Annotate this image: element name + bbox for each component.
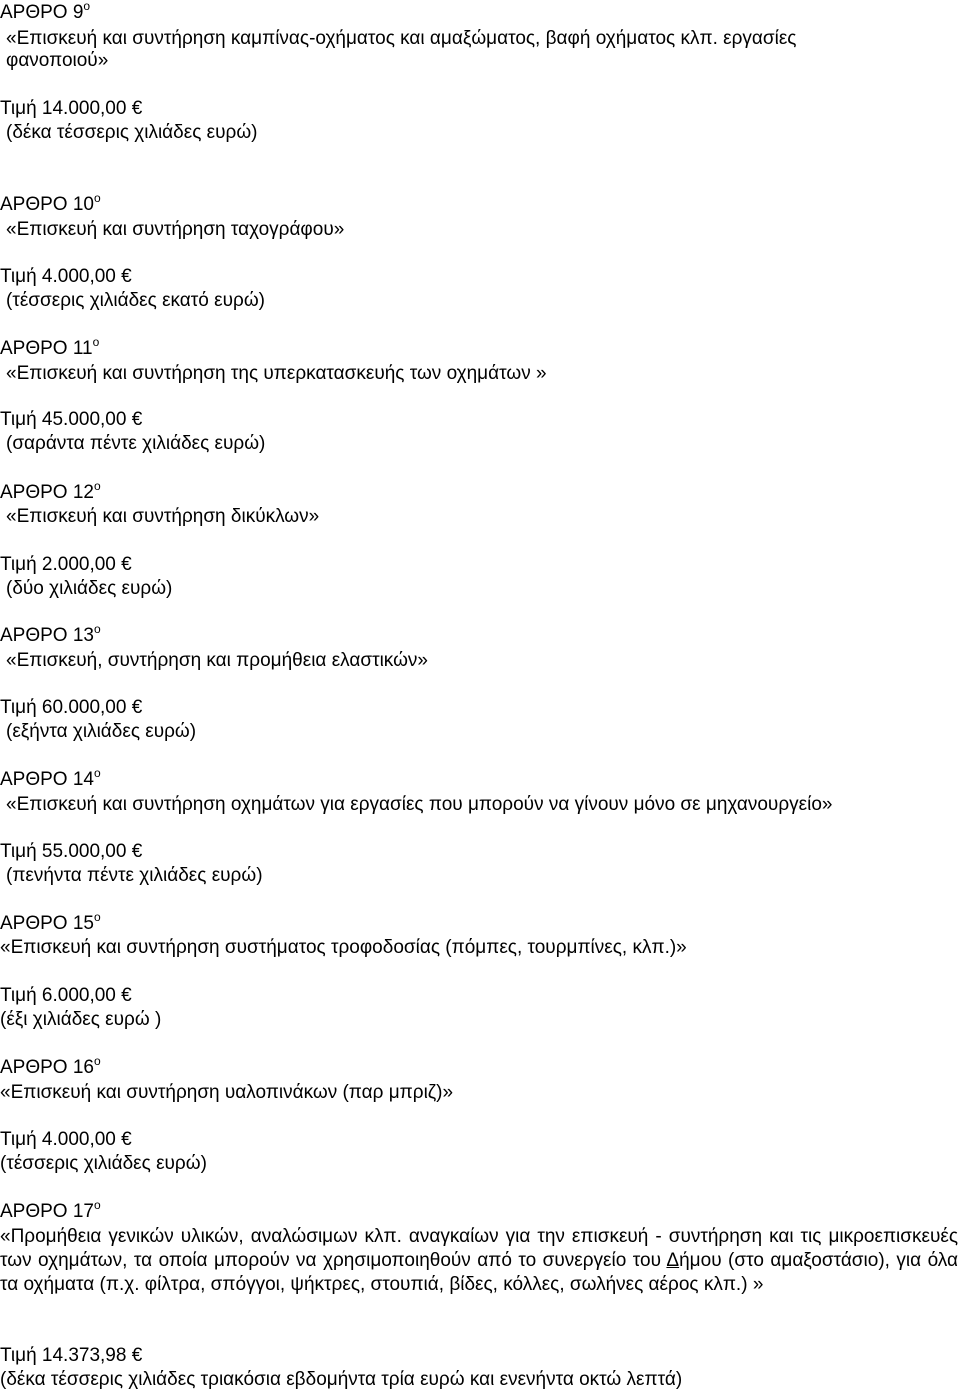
article-9-price: Τιμή 14.000,00 € (0, 98, 143, 119)
article-15-price-words: (έξι χιλιάδες ευρώ ) (0, 1009, 162, 1030)
article-9-title-line-2: φανοποιού» (6, 50, 109, 71)
article-15-price: Τιμή 6.000,00 € (0, 985, 132, 1006)
article-14-heading: ΑΡΘΡΟ $14^o$ (0, 766, 101, 790)
article-14-price: Τιμή 55.000,00 € (0, 841, 143, 862)
article-17-heading: ΑΡΘΡΟ $17^o$ (0, 1198, 101, 1222)
article-15-heading: ΑΡΘΡΟ $15^o$ (0, 910, 101, 934)
article-16-title: «Επισκευή και συντήρηση υαλοπινάκων (παρ μπριζ)» (0, 1082, 454, 1103)
article-12-price: Τιμή 2.000,00 € (0, 554, 132, 575)
article-10-heading: ΑΡΘΡΟ $10^o$ (0, 191, 101, 215)
article-10-price: Τιμή 4.000,00 € (0, 266, 132, 287)
article-13-heading: ΑΡΘΡΟ $13^o$ (0, 622, 101, 646)
article-9-title-line-1: «Επισκευή και συντήρηση καμπίνας-οχήματος και αμαξώματος, βαφή οχήματος κλπ. εργασίες (6, 28, 797, 49)
article-16-heading: ΑΡΘΡΟ $16^o$ (0, 1054, 101, 1078)
article-10-price-words: (τέσσερις χιλιάδες εκατό ευρώ) (6, 290, 265, 311)
article-11-price-words: (σαράντα πέντε χιλιάδες ευρώ) (6, 433, 266, 454)
article-12-title: «Επισκευή και συντήρηση δικύκλων» (6, 506, 320, 527)
article-12-heading: ΑΡΘΡΟ $12^o$ (0, 479, 101, 503)
article-13-price: Τιμή 60.000,00 € (0, 697, 143, 718)
article-11-title: «Επισκευή και συντήρηση της υπερκατασκευής των οχημάτων » (6, 363, 547, 384)
article-16-price-words: (τέσσερις χιλιάδες ευρώ) (0, 1153, 207, 1174)
article-17-paragraph: «Προμήθεια γενικών υλικών, αναλώσιμων κλπ. αναγκαίων για την επισκευή - συντήρηση και τις μικροεπισκευές των οχημάτων, τα οποία μπορούν να χρησιμοποιηθούν από το συνεργείο του Δήμου (στο αμαξοστάσιο), για όλα τα οχήματα (π.χ. φίλτρα, σπόγγοι, ψήκτρες, στουπιά, βίδες, κόλλες, σωλήνες αέρος κλπ.) » (0, 1226, 958, 1295)
article-13-title: «Επισκευή, συντήρηση και προμήθεια ελαστικών» (6, 650, 428, 671)
article-9-price-words: (δέκα τέσσερις χιλιάδες ευρώ) (6, 122, 258, 143)
article-11-heading: ΑΡΘΡΟ $11^o$ (0, 335, 100, 359)
article-16-price: Τιμή 4.000,00 € (0, 1129, 132, 1150)
article-13-price-words: (εξήντα χιλιάδες ευρώ) (6, 721, 197, 742)
article-14-price-words: (πενήντα πέντε χιλιάδες ευρώ) (6, 865, 263, 886)
article-17-price-words: (δέκα τέσσερις χιλιάδες τριακόσια εβδομήντα τρία ευρώ και ενενήντα οκτώ λεπτά) (0, 1369, 683, 1390)
article-14-title: «Επισκευή και συντήρηση οχημάτων για εργασίες που μπορούν να γίνουν μόνο σε μηχανουργείο» (6, 794, 833, 815)
article-17-price: Τιμή 14.373,98 € (0, 1345, 143, 1366)
article-12-price-words: (δύο χιλιάδες ευρώ) (6, 578, 173, 599)
article-15-title: «Επισκευή και συντήρηση συστήματος τροφοδοσίας (πόμπες, τουρμπίνες, κλπ.)» (0, 937, 687, 958)
article-11-price: Τιμή 45.000,00 € (0, 409, 143, 430)
article-9-heading: ΑΡΘΡΟ $9^o$ (0, 0, 91, 23)
article-10-title: «Επισκευή και συντήρηση ταχογράφου» (6, 219, 345, 240)
